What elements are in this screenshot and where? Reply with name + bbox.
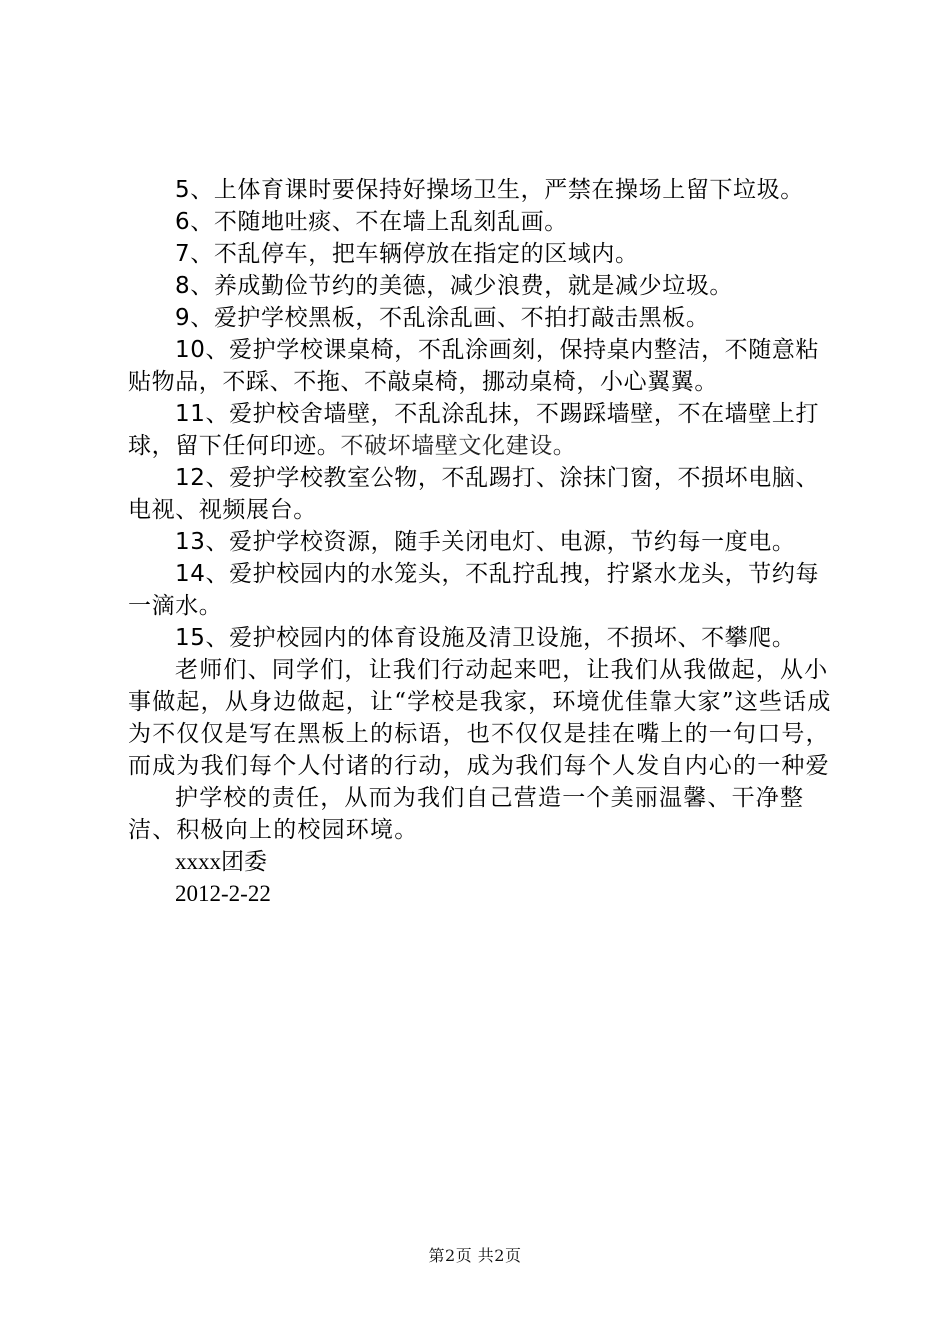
rule-item-14: 14、爱护校园内的水笼头，不乱拧乱拽，拧紧水龙头，节约每一滴水。 [128,561,820,619]
signature: xxxx团委 [175,849,267,874]
rule-item-8: 8、养成勤俭节约的美德，减少浪费，就是减少垃圾。 [175,273,734,299]
rule-item-12: 12、爱护学校教室公物，不乱踢打、涂抹门窗，不损坏电脑、电视、视频展台。 [128,465,820,523]
rule-item-13: 13、爱护学校资源，随手关闭电灯、电源，节约每一度电。 [175,529,796,555]
signature-date: 2012-2-22 [175,881,271,906]
rule-item-7: 7、不乱停车，把车辆停放在指定的区域内。 [175,241,639,267]
rule-item-5: 5、上体育课时要保持好操场卫生，严禁在操场上留下垃圾。 [175,177,804,203]
closing-paragraph-continued: 护学校的责任，从而为我们自己营造一个美丽温馨、干净整洁、积极向上的校园环境。 [128,785,805,843]
rule-item-15: 15、爱护校园内的体育设施及清卫设施，不损坏、不攀爬。 [175,625,796,651]
rule-item-10: 10、爱护学校课桌椅，不乱涂画刻，保持桌内整洁，不随意粘贴物品，不踩、不拖、不敲桌椅，挪动桌椅，小心翼翼。 [128,337,820,395]
rule-item-11-tail: 不破坏墙壁文化建设。 [340,433,577,459]
document-body [128,174,833,910]
rule-item-11-main: 11、爱护校舍墙壁，不乱涂乱抹，不踢踩墙壁，不在墙壁上打球，留下任何印迹。 [128,401,820,459]
rule-item-6: 6、不随地吐痰、不在墙上乱刻乱画。 [175,209,568,235]
page-number-footer: 第2页 共2页 [428,1246,522,1265]
rule-item-9: 9、爱护学校黑板，不乱涂乱画、不拍打敲击黑板。 [175,305,710,331]
rule-item-11 [128,398,833,462]
closing-paragraph: 老师们、同学们，让我们行动起来吧，让我们从我做起，从小事做起，从身边做起，让“学校是我家，环境优佳靠大家”这些话成为不仅仅是写在黑板上的标语，也不仅仅是挂在嘴上的一句口号，而成为我们每个人付诸的行动，成为我们每个人发自内心的一种爱 [128,657,832,779]
